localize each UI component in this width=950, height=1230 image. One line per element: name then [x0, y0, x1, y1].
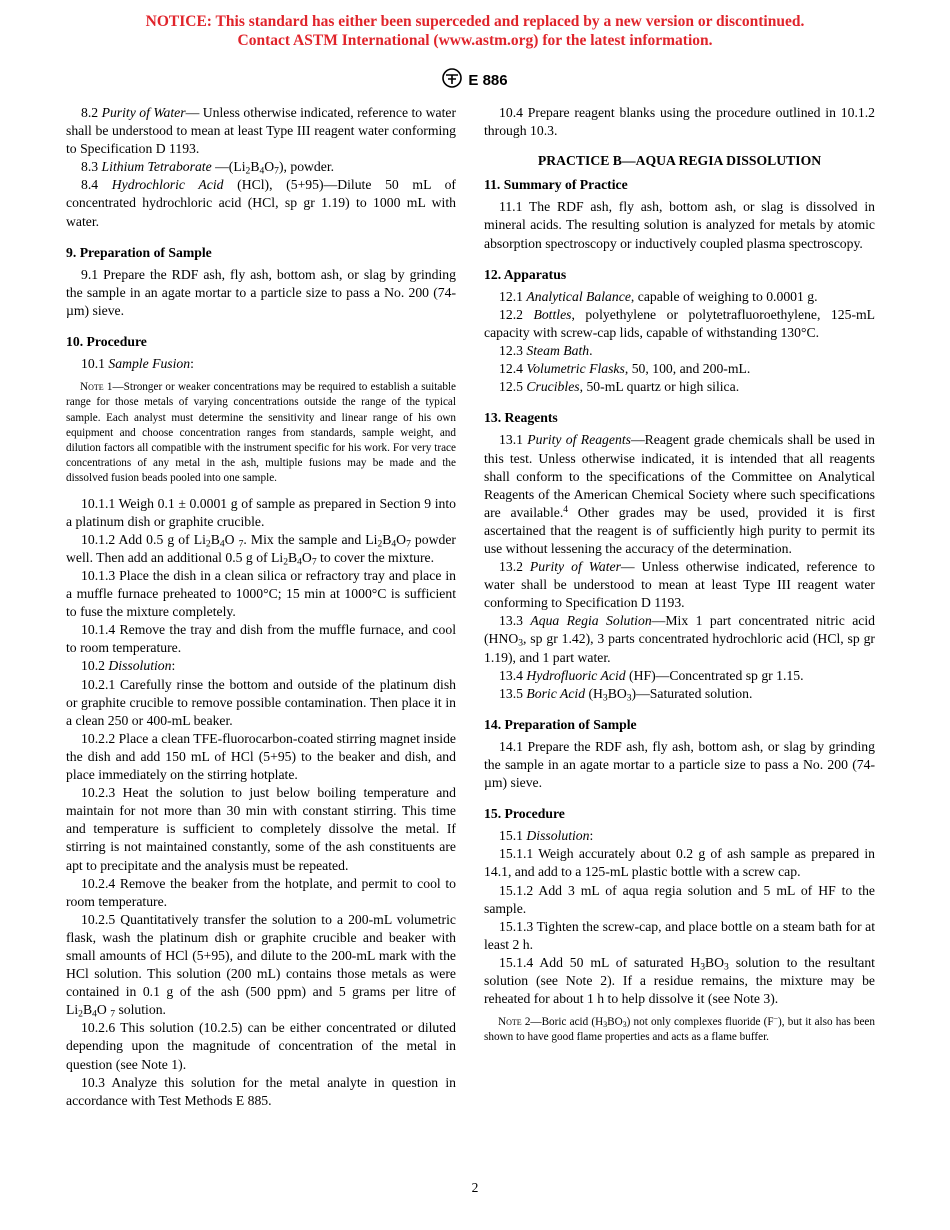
para-10-2-5: 10.2.5 Quantitatively transfer the solution to a 200-mL volumetric flask, wash the platinum dish or graphite crucible and beaker with small amounts of HCl (5+95), and dilute to the 200-mL mark with the HCl solution. This solution (200 mL) contains those metals as were contained in 0.1 g of the ash (500 ppm) and 5 grams per litre of $Li_2B_4O$ $_7$ solution. — [66, 911, 456, 1020]
section-9-heading: 9. Preparation of Sample — [66, 244, 212, 260]
para-13-5: 13.5 Boric Acid $(H_3BO_3)—Saturated$ solution. — [499, 685, 753, 704]
para-10-2-2: 10.2.2 Place a clean TFE-fluorocarbon-coated stirring magnet inside the dish and add 150 mL of HCl (5+95) to the beaker and dish, and place immediately on the stirring hotplate. — [66, 730, 456, 783]
para-15-1-2: 15.1.2 Add 3 mL of aqua regia solution and 5 mL of HF to the sample. — [484, 882, 875, 916]
para-10-3: 10.3 Analyze this solution for the metal analyte in question in accordance with Test Methods E 885. — [66, 1074, 456, 1108]
note-1: Note 1—Stronger or weaker concentrations may be required to establish a suitable range for those metals of varying concentrations outside the range of the typical sample. Each analyst must determine the sensitivity and linear range of his own equipment and choose concentration ranges from standards, sample weight, and dilution factors all compatible with the instrument specific for his work. For very trace concentrations of any metal in the ash, multiple fusions may be made and the dissolved fusion beads pooled into one sample. — [66, 381, 456, 485]
para-15-1-3: 15.1.3 Tighten the screw-cap, and place bottle on a steam bath for at least 2 h. — [484, 918, 875, 952]
para-10-1-1: 10.1.1 Weigh 0.1 ± 0.0001 g of sample as prepared in Section 9 into a platinum dish or graphite crucible. — [66, 495, 456, 529]
para-12-3: 12.3 Steam Bath. — [499, 343, 593, 359]
para-10-2-3: 10.2.3 Heat the solution to just below boiling temperature and maintain for not more than 30 min with constant stirring. This time and temperature is sufficient to completely dissolve the metal. If stirring is not maintained constantly, some of the ash constituents are apt to precipitate and the analysis must be repeated. — [66, 785, 456, 873]
para-10-4: 10.4 Prepare reagent blanks using the procedure outlined in 10.1.2 through 10.3. — [484, 105, 875, 139]
left-column — [66, 104, 456, 1110]
right-column — [484, 104, 875, 1054]
section-11-heading: 11. Summary of Practice — [484, 177, 628, 193]
para-14-1: 14.1 Prepare the RDF ash, fly ash, bottom ash, or slag by grinding the sample in an agate mortar to a particle size to pass a No. 200 (74-µm) sieve. — [484, 738, 875, 791]
para-10-1-3: 10.1.3 Place the dish in a clean silica or refractory tray and place in a muffle furnace preheated to 1000°C; 15 min at 1000°C is sufficient to fuse the mixture completely. — [66, 568, 456, 620]
para-12-5: 12.5 Crucibles, 50-mL quartz or high silica. — [499, 379, 740, 395]
supersession-notice — [0, 13, 950, 50]
para-15-1-1: 15.1.1 Weigh accurately about 0.2 g of ash sample as prepared in 14.1, and add to a 125-mL plastic bottle with a screw cap. — [484, 846, 875, 880]
astm-logo-icon — [442, 68, 462, 88]
note-2: Note 2—Boric acid $(H_3BO_3)$ not only complexes fluoride (F−), but it also has been shown to have good flame properties and acts as a flame buffer. — [484, 1014, 875, 1044]
para-12-2: 12.2 Bottles, polyethylene or polytetrafluoroethylene, 125-mL capacity with screw-cap lids, capable of withstanding 130°C. — [484, 306, 876, 340]
para-12-4: 12.4 Volumetric Flasks, 50, 100, and 200-mL. — [499, 361, 751, 377]
para-8-3: 8.3 Lithium Tetraborate $—(Li_2B_4O_7)$, powder. — [81, 159, 335, 177]
para-8-4: 8.4 Hydrochloric Acid (HCl), (5+95)—Dilute 50 mL of concentrated hydrochloric acid (HCl, sp gr 1.19) to 1000 mL with water. — [66, 177, 456, 229]
section-14-heading: 14. Preparation of Sample — [484, 716, 637, 732]
para-10-1-4: 10.1.4 Remove the tray and dish from the muffle furnace, and cool to room temperature. — [66, 622, 456, 656]
notice-line-2: Contact ASTM International (www.astm.org) for the latest information. — [237, 31, 713, 49]
section-15-heading: 15. Procedure — [484, 806, 565, 822]
section-12-heading: 12. Apparatus — [484, 266, 567, 282]
page-number: 2 — [471, 1180, 479, 1195]
designation: E 886 — [468, 72, 508, 89]
para-11-1: 11.1 The RDF ash, fly ash, bottom ash, or slag is dissolved in mineral acids. The resulting solution is analyzed for metals by atomic absorption spectroscopy or inductively coupled plasma spectroscopy. — [484, 199, 875, 251]
para-13-2: 13.2 Purity of Water— Unless otherwise indicated, reference to water shall be understood to mean at least Type III reagent water conforming to Specification D 1193. — [484, 559, 875, 611]
para-15-1-4: 15.1.4 Add 50 mL of saturated $H_3BO_3$ solution to the resultant solution (see Note 2). If a residue remains, the mixture may be reheated for about 1 h to help dissolve it (see Note 3). — [484, 954, 875, 1007]
para-12-1: 12.1 Analytical Balance, capable of weighing to 0.0001 g. — [499, 288, 818, 304]
section-13-heading: 13. Reagents — [484, 410, 558, 426]
para-10-2: 10.2 Dissolution: — [81, 658, 176, 674]
para-10-2-1: 10.2.1 Carefully rinse the bottom and outside of the platinum dish or graphite crucible to remove possible contamination. Then place it in a clean 250 or 400-mL beaker. — [66, 676, 456, 728]
footnote-ref-4[interactable]: 4 — [563, 504, 569, 515]
para-9-1: 9.1 Prepare the RDF ash, fly ash, bottom ash, or slag by grinding the sample in an agate mortar to a particle size to pass a No. 200 (74-µm) sieve. — [66, 266, 456, 318]
section-10-heading: 10. Procedure — [66, 334, 147, 350]
page-header — [0, 68, 950, 89]
para-8-2: 8.2 Purity of Water— Unless otherwise indicated, reference to water shall be understood to mean at least Type III reagent water conforming to Specification D 1193. — [66, 105, 457, 157]
para-13-3: 13.3 Aqua Regia Solution—Mix 1 part concentrated nitric acid ($HNO_3$, sp gr 1.42), 3 parts concentrated hydrochloric acid (HCl, sp gr 1.19), and 1 part water. — [484, 613, 875, 665]
para-10-1: 10.1 Sample Fusion: — [81, 356, 194, 372]
para-15-1: 15.1 Dissolution: — [499, 828, 594, 844]
para-10-2-6: 10.2.6 This solution (10.2.5) can be either concentrated or diluted depending upon the magnitude of concentration of the metal in question (see Note 1). — [66, 1020, 456, 1072]
para-10-2-4: 10.2.4 Remove the beaker from the hotplate, and permit to cool to room temperature. — [66, 875, 456, 909]
para-10-1-2: 10.1.2 Add 0.5 g of $Li_2B_4O$ $_7$. Mix the sample and $Li_2B_4O_7$ powder well. Then add an additional 0.5 g of $Li_2B_4O_7$ to cover the mixture. — [66, 531, 456, 568]
para-13-1: 13.1 Purity of Reagents—Reagent grade chemicals shall be used in this test. Unless otherwise indicated, it is intended that all reagents shall conform to the specifications of the Committee on Analytical Reagents of the American Chemical Society where such specifications are available.$^4$ Other grades may be used, provided it is first ascertained that the reagent is of sufficiently high purity to permit its use without lessening the accuracy of the determination. — [484, 432, 876, 556]
practice-b-heading: PRACTICE B—AQUA REGIA DISSOLUTION — [537, 153, 822, 169]
para-13-4: 13.4 Hydrofluoric Acid (HF)—Concentrated sp gr 1.15. — [499, 667, 804, 683]
notice-line-1: NOTICE: This standard has either been superceded and replaced by a new version or discontinued. — [145, 13, 805, 30]
